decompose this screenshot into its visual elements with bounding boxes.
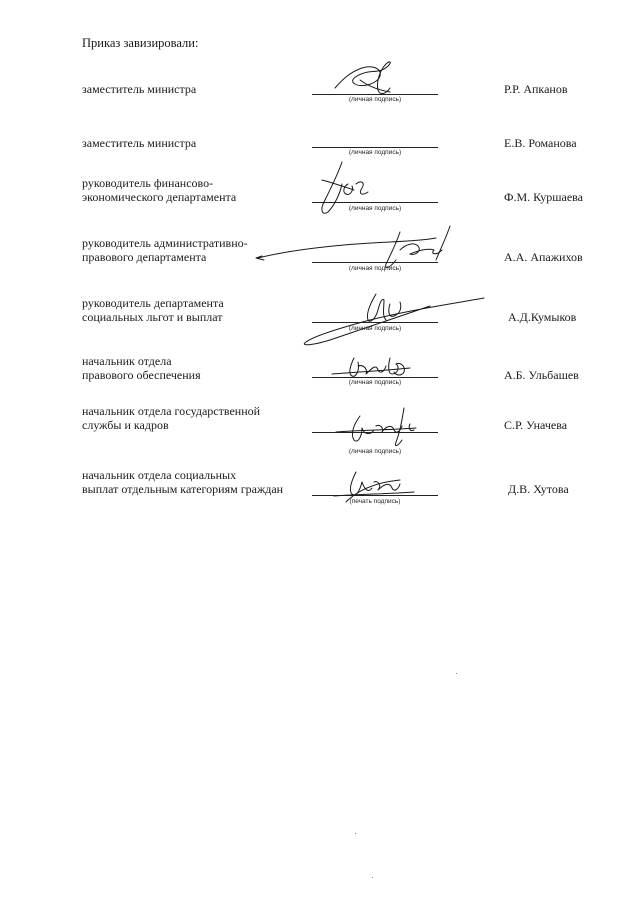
signatory-name: А.А. Апажихов	[504, 250, 583, 264]
signatory-row	[0, 115, 640, 175]
signature-caption: (личная подпись)	[348, 149, 402, 156]
signature-caption: (личная подпись)	[348, 265, 402, 272]
signature-caption: (печать подпись)	[349, 498, 401, 505]
position-line: руководитель финансово-	[82, 176, 214, 190]
signature-line	[312, 202, 438, 203]
position-line: заместитель министра	[82, 82, 197, 96]
position-line: правового департамента	[82, 250, 207, 264]
document-heading: Приказ завизировали:	[82, 36, 199, 50]
position-line: начальник отдела государственной	[82, 404, 261, 418]
signature-line	[312, 147, 438, 148]
position-line: выплат отдельным категориям граждан	[82, 482, 284, 496]
signatory-name: А.Б. Ульбашев	[504, 368, 579, 382]
signatory-row	[0, 170, 640, 230]
scan-speck	[355, 833, 356, 834]
position-line: заместитель министра	[82, 136, 197, 150]
signature-line	[312, 94, 438, 95]
signature-line	[312, 377, 438, 378]
signatory-name: Д.В. Хутова	[508, 482, 569, 496]
signatory-name: С.Р. Уначева	[504, 418, 568, 432]
position-title	[82, 354, 201, 382]
position-title	[82, 136, 196, 150]
signatory-row	[0, 230, 640, 290]
signatory-name: А.Д.Кумыков	[508, 310, 577, 324]
signature-caption: (личная подпись)	[348, 205, 402, 212]
signature-caption: (личная подпись)	[348, 379, 402, 386]
position-line: службы и кадров	[82, 418, 169, 432]
signature-line	[312, 495, 438, 496]
signatory-name: Ф.М. Куршаева	[504, 190, 583, 204]
position-title	[82, 296, 224, 324]
signatory-name: Е.В. Романова	[504, 136, 577, 150]
signature-line	[312, 432, 438, 433]
signatory-row	[0, 402, 640, 462]
position-title	[82, 236, 248, 264]
signatory-name: Р.Р. Апканов	[504, 82, 568, 96]
position-line: социальных льгот и выплат	[82, 310, 223, 324]
handwritten-signature	[250, 396, 500, 476]
position-title	[82, 82, 196, 96]
scan-speck	[456, 673, 457, 674]
position-title	[82, 468, 283, 496]
signatory-row	[0, 290, 640, 350]
signature-line	[312, 322, 438, 323]
position-line: правового обеспечения	[82, 368, 201, 382]
handwritten-signature	[250, 220, 500, 300]
signatory-row	[0, 60, 640, 120]
signatory-row	[0, 468, 640, 528]
position-line: экономического департамента	[82, 190, 237, 204]
signature-caption: (личная подпись)	[348, 325, 402, 332]
signature-line	[312, 262, 438, 263]
position-title	[82, 176, 236, 204]
position-line: руководитель административно-	[82, 236, 248, 250]
signature-caption: (личная подпись)	[348, 96, 402, 103]
signatory-row	[0, 348, 640, 408]
signature-caption: (личная подпись)	[348, 448, 402, 455]
position-line: начальник отдела	[82, 354, 172, 368]
position-line: начальник отдела социальных	[82, 468, 237, 482]
scan-speck	[372, 877, 373, 878]
position-line: руководитель департамента	[82, 296, 224, 310]
position-title	[82, 404, 260, 432]
